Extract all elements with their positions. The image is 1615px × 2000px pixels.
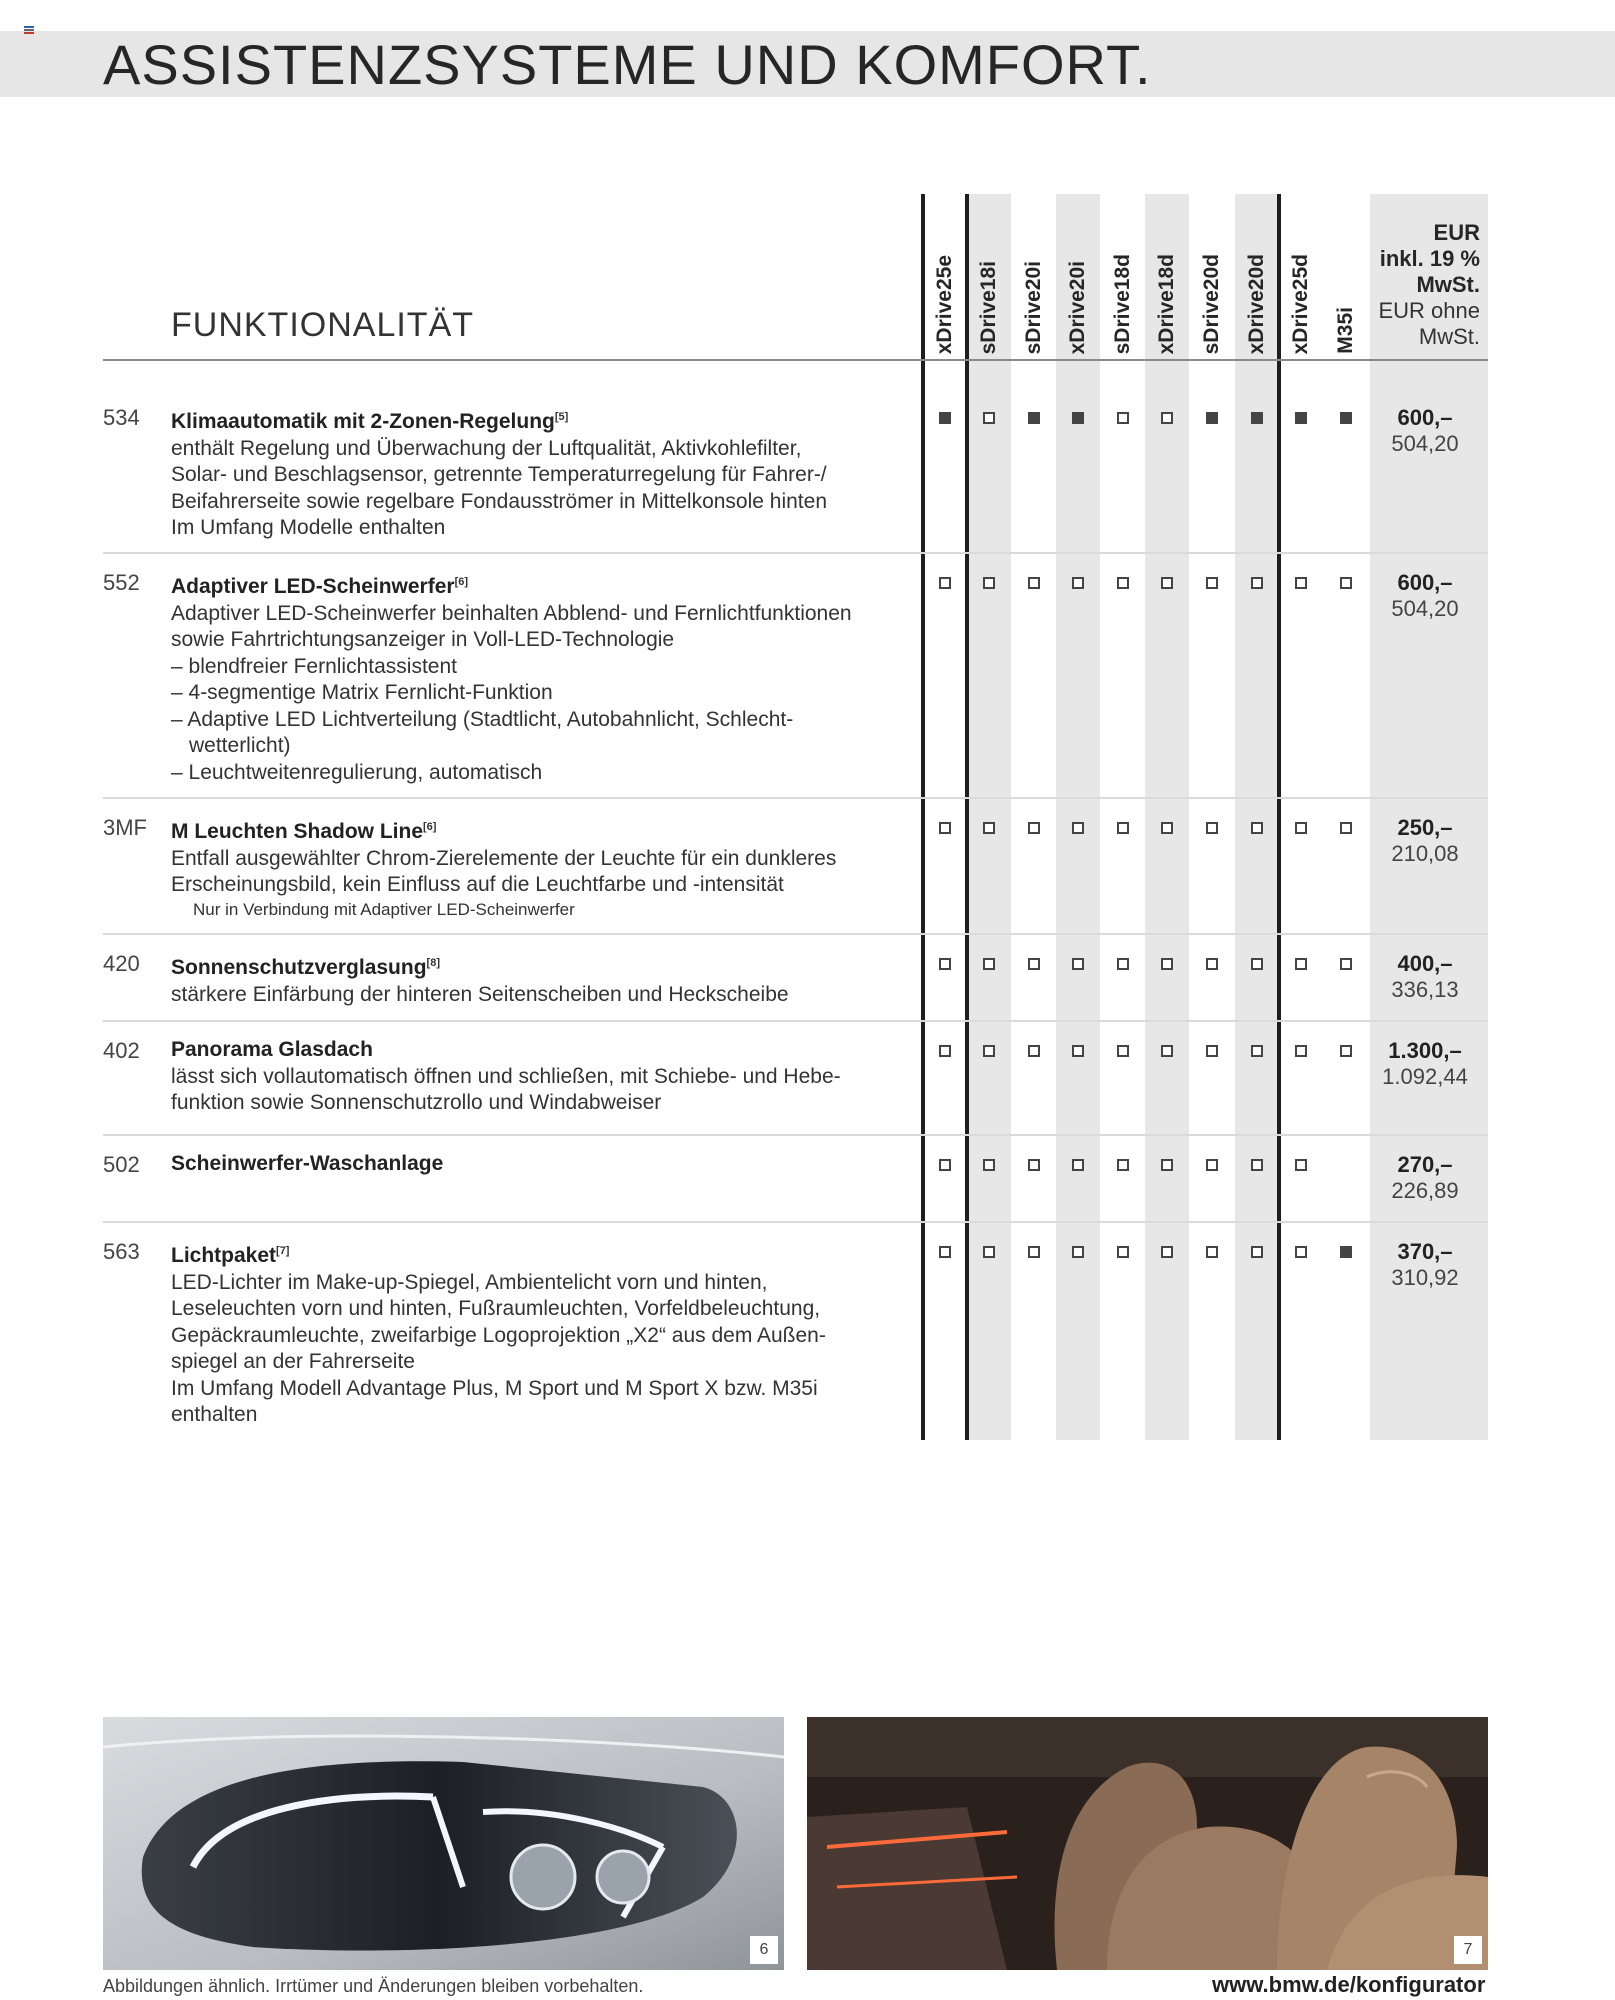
price-net: 504,20 xyxy=(1391,431,1459,456)
option-detail-line: Beifahrerseite sowie regelbare Fondausströmer in Mittelkonsole hinten xyxy=(171,489,828,513)
option-title: Panorama Glasdach xyxy=(171,1038,373,1061)
optional-equipment-marker xyxy=(939,822,951,834)
optional-equipment-marker xyxy=(1251,1246,1263,1258)
optional-equipment-marker xyxy=(1072,1045,1084,1057)
model-name: sDrive18i xyxy=(977,260,1000,354)
standard-equipment-marker xyxy=(1072,412,1084,424)
option-detail-line: – 4-segmentige Matrix Fernlicht-Funktion xyxy=(171,681,553,704)
price-gross: 370,– xyxy=(1397,1239,1453,1264)
model-column-header xyxy=(1056,204,1100,354)
standard-equipment-marker xyxy=(1206,412,1218,424)
option-detail-line: enthält Regelung und Überwachung der Luftqualität, Aktivkohlefilter, xyxy=(171,436,802,460)
optional-equipment-marker xyxy=(1072,577,1084,589)
optional-equipment-marker xyxy=(1295,822,1307,834)
optional-equipment-marker xyxy=(1117,1159,1129,1171)
option-price xyxy=(1370,405,1480,457)
optional-equipment-marker xyxy=(1295,958,1307,970)
option-note: Nur in Verbindung mit Adaptiver LED-Scheinwerfer xyxy=(193,899,575,919)
column-separator xyxy=(965,194,969,1440)
interior-illustration xyxy=(807,1717,1488,1970)
footer-disclaimer: Abbildungen ähnlich. Irrtümer und Änderungen bleiben vorbehalten. xyxy=(103,1976,644,1996)
price-gross: 270,– xyxy=(1397,1152,1453,1177)
price-gross: 250,– xyxy=(1397,815,1453,840)
footnote-ref: [8] xyxy=(426,957,440,969)
option-description xyxy=(171,814,891,921)
optional-equipment-marker xyxy=(1340,577,1352,589)
option-detail-line: Leseleuchten vorn und hinten, Fußraumleuchten, Vorfeldbeleuchtung, xyxy=(171,1297,821,1320)
header-divider xyxy=(103,359,1488,361)
option-code: 534 xyxy=(103,405,140,430)
model-name: xDrive18d xyxy=(1155,253,1178,354)
price-header-gross-1: EUR xyxy=(1433,220,1480,245)
option-price xyxy=(1370,815,1480,867)
optional-equipment-marker xyxy=(983,822,995,834)
price-header xyxy=(1370,220,1480,350)
option-detail-line: – Leuchtweitenregulierung, automatisch xyxy=(171,760,543,784)
optional-equipment-marker xyxy=(1206,1159,1218,1171)
optional-equipment-marker xyxy=(1340,1045,1352,1057)
optional-equipment-marker xyxy=(1206,1045,1218,1057)
option-code: 3MF xyxy=(103,815,147,840)
optional-equipment-marker xyxy=(1206,958,1218,970)
optional-equipment-marker xyxy=(1161,958,1173,970)
option-description xyxy=(171,1151,891,1178)
optional-equipment-marker xyxy=(1340,822,1352,834)
optional-equipment-marker xyxy=(939,1159,951,1171)
optional-equipment-marker xyxy=(1072,822,1084,834)
model-column-header xyxy=(923,204,967,354)
option-code: 420 xyxy=(103,951,140,976)
headlight-image xyxy=(103,1717,784,1970)
option-detail-line: – blendfreier Fernlichtassistent xyxy=(171,654,457,678)
option-title: Klimaautomatik mit 2-Zonen-Regelung xyxy=(171,410,555,433)
option-detail-line: funktion sowie Sonnenschutzrollo und Windabweiser xyxy=(171,1091,662,1114)
option-detail-line: enthalten xyxy=(171,1403,258,1426)
price-header-net-1: EUR ohne xyxy=(1378,298,1480,323)
optional-equipment-marker xyxy=(1206,577,1218,589)
optional-equipment-marker xyxy=(1117,1246,1129,1258)
optional-equipment-marker xyxy=(1161,1246,1173,1258)
optional-equipment-marker xyxy=(1161,412,1173,424)
optional-equipment-marker xyxy=(1161,1045,1173,1057)
option-detail-line: – Adaptive LED Lichtverteilung (Stadtlicht, Autobahnlicht, Schlecht- xyxy=(171,707,794,731)
optional-equipment-marker xyxy=(1028,1246,1040,1258)
model-name: xDrive20i xyxy=(1066,260,1089,354)
option-code: 563 xyxy=(103,1239,140,1264)
option-detail-line: Erscheinungsbild, kein Einfluss auf die Leuchtfarbe und -intensität xyxy=(171,873,784,896)
optional-equipment-marker xyxy=(1117,958,1129,970)
interior-image xyxy=(807,1717,1488,1970)
option-title: Sonnenschutzverglasung xyxy=(171,956,427,979)
standard-equipment-marker xyxy=(1340,1246,1352,1258)
functionality-heading: FUNKTIONALITÄT xyxy=(171,306,475,344)
optional-equipment-marker xyxy=(939,577,951,589)
optional-equipment-marker xyxy=(1028,1045,1040,1057)
option-detail-line: Adaptiver LED-Scheinwerfer beinhalten Abblend- und Fernlichtfunktionen xyxy=(171,601,852,625)
option-detail-line: spiegel an der Fahrerseite xyxy=(171,1350,415,1373)
model-name: xDrive20d xyxy=(1245,253,1268,354)
standard-equipment-marker xyxy=(1251,412,1263,424)
price-gross: 600,– xyxy=(1397,405,1453,430)
model-name: xDrive25d xyxy=(1289,253,1312,354)
footnote-ref: [7] xyxy=(276,1245,290,1257)
optional-equipment-marker xyxy=(1161,1159,1173,1171)
model-column-header xyxy=(1145,204,1189,354)
optional-equipment-marker xyxy=(939,1246,951,1258)
price-net: 504,20 xyxy=(1391,596,1459,621)
option-description xyxy=(171,950,891,1008)
option-price xyxy=(1370,1038,1480,1090)
standard-equipment-marker xyxy=(1340,412,1352,424)
price-header-gross-2: inkl. 19 % xyxy=(1379,246,1480,271)
standard-equipment-marker xyxy=(1028,412,1040,424)
option-detail-line: Solar- und Beschlagsensor, getrennte Temperaturregelung für Fahrer-/ xyxy=(171,463,827,486)
option-price xyxy=(1370,951,1480,1003)
price-net: 336,13 xyxy=(1391,977,1459,1002)
option-description xyxy=(171,404,891,542)
column-separator xyxy=(1277,194,1281,1440)
footnote-ref: [6] xyxy=(423,821,437,833)
headlight-illustration xyxy=(103,1717,784,1970)
optional-equipment-marker xyxy=(1117,1045,1129,1057)
price-gross: 400,– xyxy=(1397,951,1453,976)
optional-equipment-marker xyxy=(939,958,951,970)
optional-equipment-marker xyxy=(1161,577,1173,589)
option-description xyxy=(171,569,891,786)
option-title: Adaptiver LED-Scheinwerfer xyxy=(171,575,455,598)
optional-equipment-marker xyxy=(1251,577,1263,589)
configurator-link[interactable]: www.bmw.de/konfigurator xyxy=(1212,1972,1486,1997)
optional-equipment-marker xyxy=(1295,577,1307,589)
option-title: M Leuchten Shadow Line xyxy=(171,820,424,843)
option-title: Scheinwerfer-Waschanlage xyxy=(171,1152,444,1175)
option-price xyxy=(1370,1152,1480,1204)
column-separator xyxy=(921,194,925,1440)
optional-equipment-marker xyxy=(1251,958,1263,970)
option-price xyxy=(1370,1239,1480,1291)
option-detail-line: sowie Fahrtrichtungsanzeiger in Voll-LED-Technologie xyxy=(171,628,675,651)
price-gross: 1.300,– xyxy=(1388,1038,1462,1063)
option-description xyxy=(171,1238,891,1429)
model-name: sDrive20d xyxy=(1200,253,1223,354)
option-detail-line: Gepäckraumleuchte, zweifarbige Logoprojektion „X2“ aus dem Außen- xyxy=(171,1323,826,1347)
footnote-ref: [5] xyxy=(554,411,569,423)
optional-equipment-marker xyxy=(1340,958,1352,970)
standard-equipment-marker xyxy=(1295,412,1307,424)
price-net: 226,89 xyxy=(1391,1178,1459,1203)
optional-equipment-marker xyxy=(1117,822,1129,834)
optional-equipment-marker xyxy=(1072,1159,1084,1171)
optional-equipment-marker xyxy=(983,412,995,424)
optional-equipment-marker xyxy=(983,1246,995,1258)
optional-equipment-marker xyxy=(1295,1045,1307,1057)
row-divider xyxy=(103,933,1488,935)
optional-equipment-marker xyxy=(983,958,995,970)
model-column-header xyxy=(1012,204,1056,354)
model-name: sDrive20i xyxy=(1022,260,1045,354)
standard-equipment-marker xyxy=(939,412,951,424)
model-column-header xyxy=(1235,204,1279,354)
model-name: M35i xyxy=(1334,307,1357,354)
optional-equipment-marker xyxy=(1028,1159,1040,1171)
optional-equipment-marker xyxy=(1028,958,1040,970)
optional-equipment-marker xyxy=(939,1045,951,1057)
option-description xyxy=(171,1037,891,1117)
row-divider xyxy=(103,797,1488,799)
optional-equipment-marker xyxy=(983,1045,995,1057)
page-title: ASSISTENZSYSTEME UND KOMFORT. xyxy=(103,33,1152,96)
price-net: 210,08 xyxy=(1391,841,1459,866)
row-divider xyxy=(103,1134,1488,1136)
model-column-header xyxy=(1101,204,1145,354)
option-detail-line: Im Umfang Modelle enthalten xyxy=(171,516,446,539)
price-net: 310,92 xyxy=(1391,1265,1459,1290)
optional-equipment-marker xyxy=(1072,958,1084,970)
optional-equipment-marker xyxy=(983,577,995,589)
optional-equipment-marker xyxy=(1117,577,1129,589)
optional-equipment-marker xyxy=(1251,1045,1263,1057)
optional-equipment-marker xyxy=(1206,1246,1218,1258)
model-column-header xyxy=(967,204,1011,354)
option-detail-line: Im Umfang Modell Advantage Plus, M Sport und M Sport X bzw. M35i xyxy=(171,1376,818,1400)
optional-equipment-marker xyxy=(1028,577,1040,589)
option-code: 402 xyxy=(103,1038,140,1063)
model-name: sDrive18d xyxy=(1111,253,1134,354)
image-page-number: 7 xyxy=(1454,1936,1482,1964)
option-detail-line: lässt sich vollautomatisch öffnen und schließen, mit Schiebe- und Hebe- xyxy=(171,1064,841,1088)
price-header-net-2: MwSt. xyxy=(1418,324,1480,349)
option-detail-line: wetterlicht) xyxy=(189,734,291,757)
option-code: 552 xyxy=(103,570,140,595)
optional-equipment-marker xyxy=(1072,1246,1084,1258)
optional-equipment-marker xyxy=(1251,1159,1263,1171)
row-divider xyxy=(103,552,1488,554)
flag-icon xyxy=(24,26,34,34)
optional-equipment-marker xyxy=(983,1159,995,1171)
model-column-header xyxy=(1190,204,1234,354)
row-divider xyxy=(103,1020,1488,1022)
optional-equipment-marker xyxy=(1295,1159,1307,1171)
image-page-number: 6 xyxy=(750,1936,778,1964)
model-column-header xyxy=(1279,204,1323,354)
optional-equipment-marker xyxy=(1028,822,1040,834)
option-detail-line: Entfall ausgewählter Chrom-Zierelemente der Leuchte für ein dunkleres xyxy=(171,846,837,870)
optional-equipment-marker xyxy=(1161,822,1173,834)
option-detail-line: LED-Lichter im Make-up-Spiegel, Ambientelicht vorn und hinten, xyxy=(171,1270,768,1294)
optional-equipment-marker xyxy=(1206,822,1218,834)
price-gross: 600,– xyxy=(1397,570,1453,595)
option-price xyxy=(1370,570,1480,622)
optional-equipment-marker xyxy=(1117,412,1129,424)
price-header-gross-3: MwSt. xyxy=(1416,272,1480,297)
option-title: Lichtpaket xyxy=(171,1244,277,1267)
price-net: 1.092,44 xyxy=(1382,1064,1468,1089)
optional-equipment-marker xyxy=(1295,1246,1307,1258)
option-code: 502 xyxy=(103,1152,140,1177)
row-divider xyxy=(103,1221,1488,1223)
model-column-header xyxy=(1324,204,1368,354)
footnote-ref: [6] xyxy=(454,576,469,588)
option-detail-line: stärkere Einfärbung der hinteren Seitenscheiben und Heckscheibe xyxy=(171,982,789,1006)
optional-equipment-marker xyxy=(1251,822,1263,834)
model-name: xDrive25e xyxy=(933,254,956,354)
